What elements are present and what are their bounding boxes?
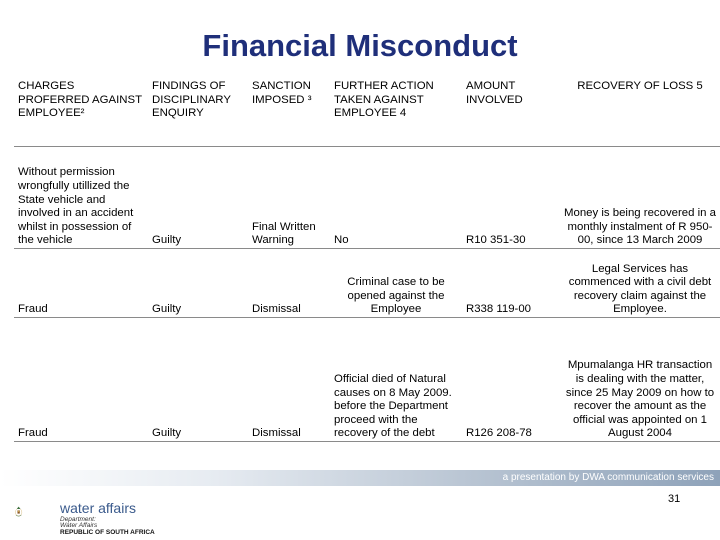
logo-country: REPUBLIC OF SOUTH AFRICA: [60, 529, 155, 536]
cell-recovery: Money is being recovered in a monthly instalment of R 950-00, since 13 March 2009: [564, 207, 716, 247]
cell-further-action: No: [334, 234, 349, 247]
cell-recovery: Legal Services has commenced with a civil debt recovery claim against the Employee.: [568, 262, 712, 316]
cell-further-action: Official died of Natural causes on 8 May 2009. before the Department proceed with the recovery of the debt: [334, 373, 452, 440]
cell-amount: R10 351-30: [466, 234, 526, 247]
misconduct-table: [14, 80, 720, 442]
table-row: [14, 147, 720, 249]
logo-department: Department:: [60, 516, 96, 523]
slide-title: Financial Misconduct: [202, 28, 518, 63]
coat-of-arms-logo: [14, 487, 58, 537]
logo-department-name: Water Affairs: [60, 522, 98, 529]
cell-further-action: Criminal case to be opened against the Employee: [347, 276, 445, 316]
cell-finding: Guilty: [152, 427, 182, 440]
header-further-action: FURTHER ACTION TAKEN AGAINST EMPLOYEE 4: [334, 80, 434, 120]
cell-sanction: Dismissal: [252, 303, 301, 316]
page-number: 31: [668, 493, 681, 505]
cell-finding: Guilty: [152, 234, 182, 247]
cell-finding: Guilty: [152, 303, 182, 316]
table-row: [14, 249, 720, 318]
logo-title: water affairs: [60, 500, 136, 516]
header-amount: AMOUNT INVOLVED: [466, 80, 523, 106]
footer-bar: [0, 470, 720, 486]
cell-amount: R126 208-78: [466, 427, 532, 440]
table-row: [14, 318, 720, 442]
cell-sanction: Dismissal: [252, 427, 301, 440]
header-recovery: RECOVERY OF LOSS 5: [577, 80, 703, 92]
footer-tagline: a presentation by DWA communication services: [502, 472, 714, 483]
table-header-row: [14, 80, 720, 147]
header-sanction: SANCTION IMPOSED ³: [252, 80, 312, 106]
header-charges: CHARGES PROFERRED AGAINST EMPLOYEE²: [18, 80, 142, 120]
cell-charge: Fraud: [18, 427, 48, 440]
cell-charge: Fraud: [18, 303, 48, 316]
cell-recovery: Mpumalanga HR transaction is dealing with the matter, since 25 May 2009 on how to recover the amount as the official was appointed on 1 August 2004: [565, 359, 715, 440]
cell-sanction: Final Written Warning: [252, 220, 316, 247]
cell-amount: R338 119-00: [466, 303, 532, 316]
header-findings: FINDINGS OF DISCIPLINARY ENQUIRY: [152, 80, 231, 120]
cell-charge: Without permission wrongfully utillized the State vehicle and involved in an accident whilst in possession of the vehicle: [18, 166, 134, 247]
